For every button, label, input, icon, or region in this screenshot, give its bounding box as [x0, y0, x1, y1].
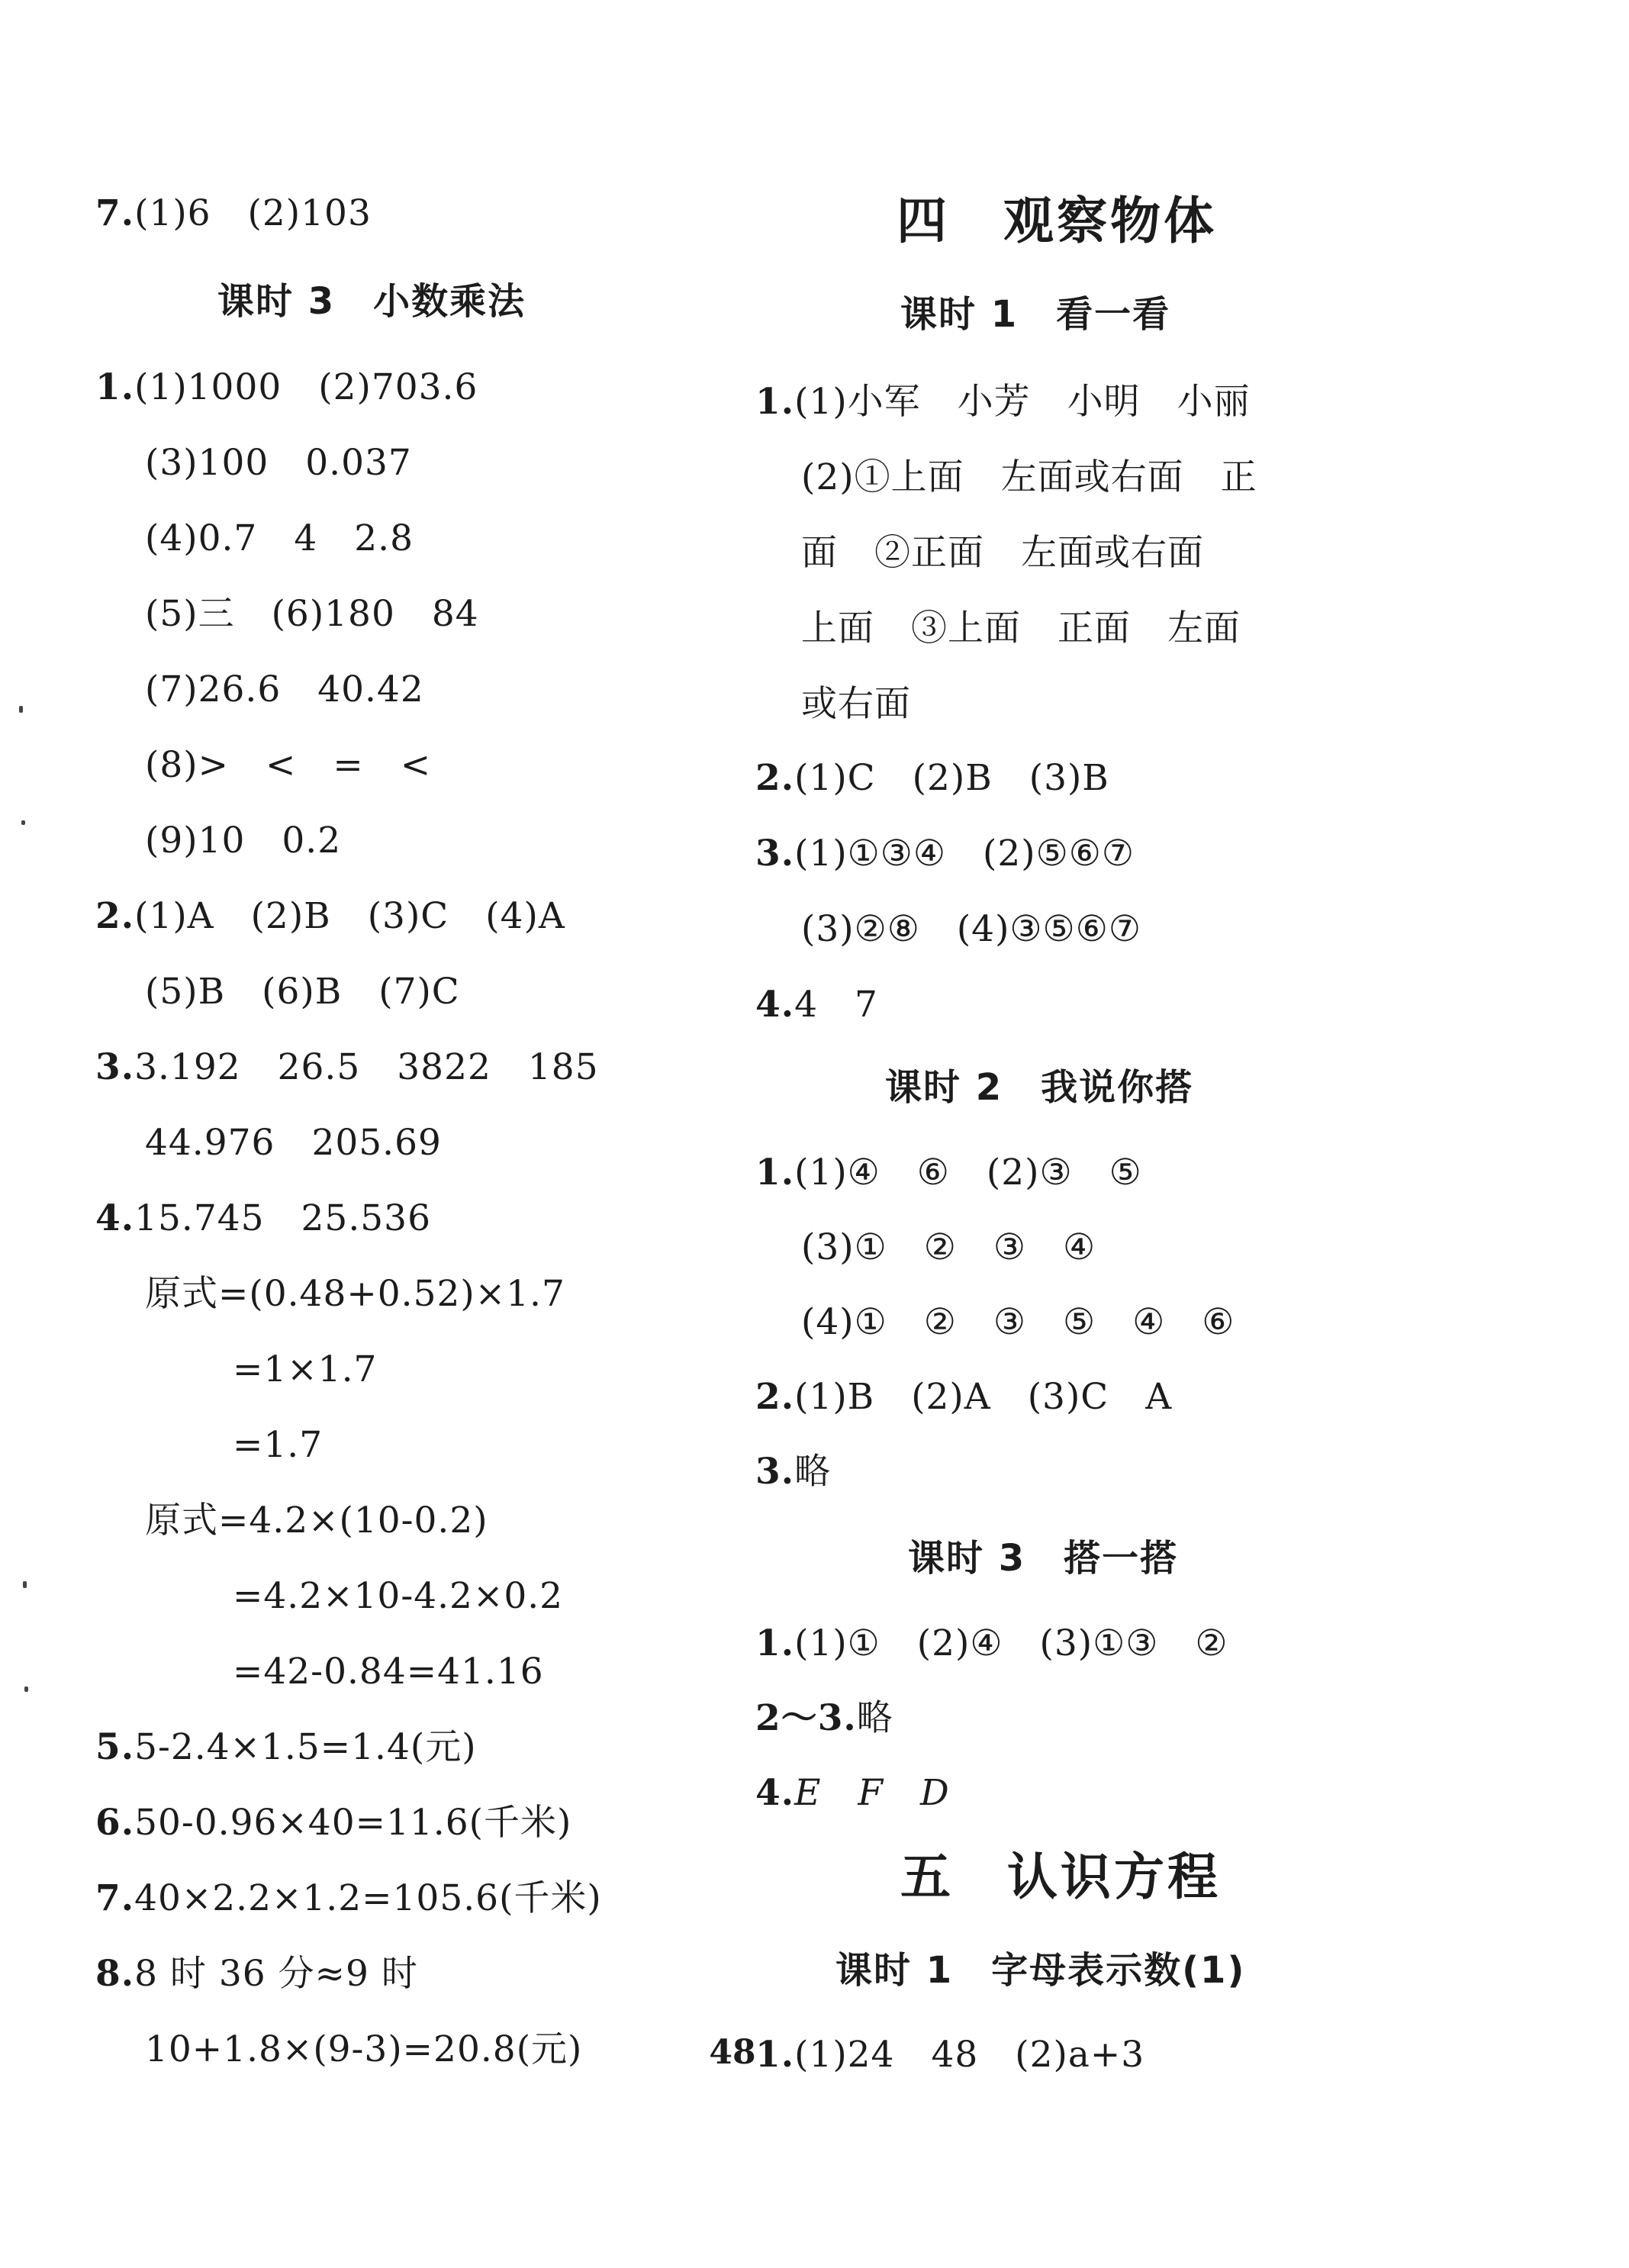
item-number: 2～3.	[755, 1697, 857, 1739]
answer-line	[801, 681, 911, 727]
section-heading: 四 观察物体	[897, 192, 1217, 250]
answer-item	[755, 1150, 1142, 1196]
item-number: 7.	[95, 192, 135, 234]
answer-text: 原式=4.2×(10-0.2)	[145, 1500, 488, 1542]
answer-line	[145, 516, 414, 562]
answer-item	[755, 1770, 950, 1816]
answer-text: 3.192 26.5 3822 185	[134, 1046, 599, 1088]
item-number: 2.	[755, 1376, 795, 1418]
answer-text: 4 7	[794, 984, 878, 1026]
item-number: 7.	[95, 1877, 135, 1919]
answer-item	[755, 1696, 893, 1741]
answer-text: (5)三 (6)180 84	[145, 593, 479, 635]
answer-text: (3)① ② ③ ④	[801, 1226, 1096, 1268]
answer-line	[145, 667, 424, 713]
item-number: 2.	[95, 895, 135, 937]
item-number: 1.	[755, 1622, 795, 1664]
answer-item	[755, 1449, 831, 1495]
answer-line	[145, 818, 341, 864]
item-number: 6.	[95, 1802, 135, 1844]
lesson-heading: 课时 1 字母表示数(1)	[835, 1949, 1246, 1992]
answer-line	[801, 907, 1141, 952]
answer-line	[145, 1271, 565, 1317]
item-number: 2.	[755, 757, 795, 799]
item-number: 4.	[95, 1197, 135, 1239]
answer-line	[801, 455, 1257, 501]
answer-text: (1)B (2)A (3)C A	[794, 1376, 1173, 1418]
answer-text: (1)24 48 (2)a+3	[794, 2034, 1145, 2076]
lesson-heading: 课时 3 搭一搭	[908, 1537, 1179, 1580]
answer-text: 略	[856, 1697, 893, 1739]
answer-text: 50-0.96×40=11.6(千米)	[134, 1802, 572, 1844]
answer-item	[95, 894, 565, 939]
answer-text: (1)C (2)B (3)B	[794, 757, 1109, 799]
answer-text: (1)①③④ (2)⑤⑥⑦	[794, 833, 1135, 875]
answer-text: 略	[794, 1451, 832, 1493]
answer-text: (1)④ ⑥ (2)③ ⑤	[794, 1152, 1142, 1194]
answer-item	[95, 191, 372, 237]
item-number: 1.	[95, 366, 135, 408]
answer-line	[145, 440, 412, 486]
answer-item	[95, 1196, 431, 1242]
scan-speck	[24, 1687, 28, 1692]
answer-text: =1.7	[233, 1424, 324, 1466]
answer-item	[755, 1374, 1172, 1420]
answer-item	[95, 1951, 418, 1997]
answer-item	[95, 1800, 571, 1846]
answer-line	[145, 1120, 442, 1166]
answer-text: (4)① ② ③ ⑤ ④ ⑥	[801, 1301, 1235, 1343]
answer-text: 40×2.2×1.2=105.6(千米)	[134, 1877, 602, 1919]
answer-text: 或右面	[801, 683, 911, 725]
answer-item	[755, 379, 1251, 425]
answer-line	[233, 1347, 377, 1393]
answer-item	[95, 1876, 602, 1922]
answer-text: (7)26.6 40.42	[145, 668, 424, 710]
answer-text: (1)A (2)B (3)C (4)A	[134, 895, 565, 937]
answer-text: (5)B (6)B (7)C	[145, 971, 460, 1013]
answer-text: (4)0.7 4 2.8	[145, 517, 414, 559]
answer-text: (9)10 0.2	[145, 820, 342, 862]
answer-text: (1)小军 小芳 小明 小丽	[794, 381, 1251, 423]
answer-line	[233, 1422, 323, 1468]
answer-line	[801, 606, 1241, 652]
answer-item	[95, 1045, 599, 1091]
answer-line	[801, 1225, 1096, 1271]
answer-text: (1)1000 (2)703.6	[134, 366, 478, 408]
answer-item	[755, 982, 878, 1028]
scan-speck	[23, 1581, 27, 1588]
scan-speck	[19, 706, 23, 713]
item-number: 8.	[95, 1953, 135, 1995]
item-number: 1.	[755, 1152, 795, 1194]
answer-line	[145, 1498, 488, 1544]
item-number: 5.	[95, 1726, 135, 1768]
scan-speck	[21, 820, 25, 825]
answer-text: 44.976 205.69	[145, 1122, 442, 1164]
answer-text: (3)②⑧ (4)③⑤⑥⑦	[801, 908, 1141, 950]
item-number: 1.	[755, 381, 795, 423]
answer-line	[145, 591, 479, 637]
answer-line	[145, 969, 460, 1015]
answer-text: 8 时 36 分≈9 时	[134, 1953, 418, 1995]
lesson-heading: 课时 1 看一看	[900, 293, 1171, 336]
answer-text: =42-0.84=41.16	[233, 1651, 544, 1693]
answer-text: (1)① (2)④ (3)①③ ②	[794, 1622, 1228, 1664]
answer-text: 上面 ③上面 正面 左面	[801, 607, 1241, 649]
answer-item	[755, 755, 1109, 801]
answer-line	[145, 743, 431, 788]
answer-line	[801, 1300, 1235, 1345]
lesson-heading: 课时 2 我说你搭	[885, 1066, 1194, 1109]
page-number: 48	[709, 2033, 756, 2072]
answer-text: 10+1.8×(9-3)=20.8(元)	[145, 2028, 583, 2070]
answer-line	[233, 1574, 563, 1619]
item-number: 1.	[755, 2034, 795, 2076]
item-number: 3.	[755, 1451, 795, 1493]
answer-text: 15.745 25.536	[134, 1197, 431, 1239]
section-heading: 五 认识方程	[900, 1848, 1221, 1906]
answer-text: =1×1.7	[233, 1348, 378, 1390]
answer-line	[801, 530, 1204, 576]
answer-text: =4.2×10-4.2×0.2	[233, 1575, 564, 1617]
answer-text: (8)> < = <	[145, 744, 432, 786]
answer-item	[95, 1725, 477, 1770]
answer-text: 5-2.4×1.5=1.4(元)	[134, 1726, 477, 1768]
item-number: 3.	[95, 1046, 135, 1088]
answer-text: (2)①上面 左面或右面 正	[801, 456, 1257, 498]
item-number: 4.	[755, 1772, 795, 1814]
answer-item	[755, 1621, 1228, 1667]
item-number: 3.	[755, 833, 795, 875]
answer-item	[755, 2032, 1144, 2078]
item-number: 4.	[755, 984, 795, 1026]
answer-text: (3)100 0.037	[145, 442, 412, 484]
answer-item	[755, 831, 1135, 877]
answer-text: E F D	[794, 1772, 950, 1814]
answer-text: (1)6 (2)103	[134, 192, 372, 234]
lesson-heading: 课时 3 小数乘法	[217, 280, 526, 323]
answer-item	[95, 365, 478, 411]
answer-text: 原式=(0.48+0.52)×1.7	[145, 1273, 565, 1315]
answer-line	[233, 1649, 544, 1695]
answer-line	[145, 2027, 582, 2073]
answer-text: 面 ②正面 左面或右面	[801, 532, 1204, 574]
